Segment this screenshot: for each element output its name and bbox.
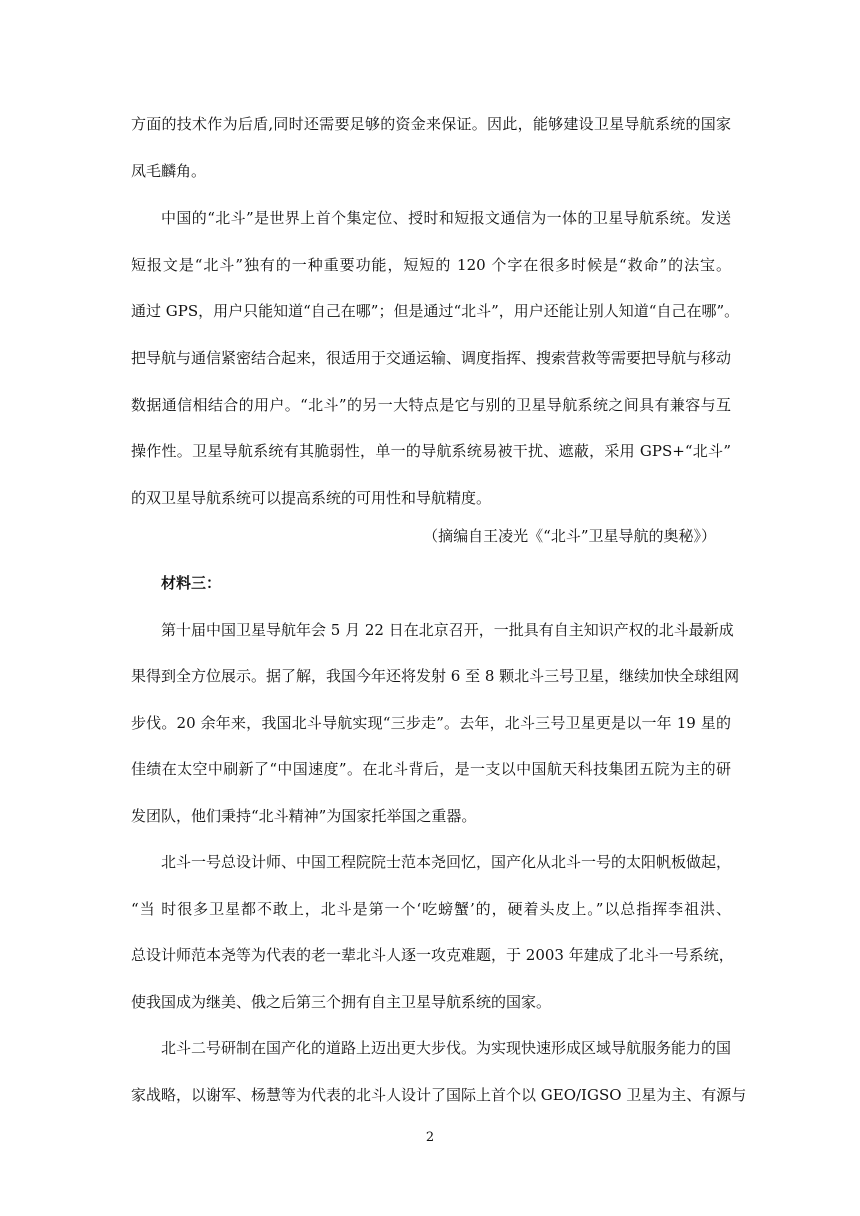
text-line: “当 时很多卫星都不敢上，北斗是第一个‘吃螃蟹’的，硬着头皮上。”以总指挥李祖洪、: [131, 900, 731, 918]
text-line: 的双卫星导航系统可以提高系统的可用性和导航精度。: [131, 489, 492, 507]
text-line: 使我国成为继美、俄之后第三个拥有自主卫星导航系统的国家。: [131, 993, 552, 1011]
text-line: 中国的“北斗”是世界上首个集定位、授时和短报文通信为一体的卫星导航系统。发送: [161, 209, 731, 227]
text-line: 北斗二号研制在国产化的道路上迈出更大步伐。为实现快速形成区域导航服务能力的国: [161, 1039, 732, 1057]
text-line: 把导航与通信紧密结合起来，很适用于交通运输、调度指挥、搜索营救等需要把导航与移动: [131, 349, 732, 367]
text-line: 家战略，以谢军、杨慧等为代表的北斗人设计了国际上首个以 GEO/IGSO 卫星为主、有源与: [131, 1086, 747, 1104]
text-line: 数据通信相结合的用户。“北斗”的另一大特点是它与别的卫星导航系统之间具有兼容与互: [131, 396, 731, 414]
text-line: 操作性。卫星导航系统有其脆弱性，单一的导航系统易被干扰、遮蔽，采用 GPS+“北斗”: [131, 442, 731, 460]
text-line: 方面的技术作为后盾,同时还需要足够的资金来保证。因此，能够建设卫星导航系统的国家: [131, 115, 731, 133]
text-line: 北斗一号总设计师、中国工程院院士范本尧回忆，国产化从北斗一号的太阳帆板做起，: [161, 853, 732, 871]
text-line: 发团队，他们秉持“北斗精神”为国家托举国之重器。: [131, 807, 477, 825]
text-line: 凤毛麟角。: [131, 162, 207, 180]
text-line: 短报文是“北斗”独有的一种重要功能，短短的 120 个字在很多时候是“救命”的法宝。: [131, 256, 731, 274]
text-line: 总设计师范本尧等为代表的老一辈北斗人逐一攻克难题，于 2003 年建成了北斗一号系统，: [131, 946, 734, 964]
text-line: 佳绩在太空中刷新了“中国速度”。在北斗背后，是一支以中国航天科技集团五院为主的研: [131, 760, 731, 778]
text-line: 果得到全方位展示。据了解，我国今年还将发射 6 至 8 颗北斗三号卫星，继续加快全球组网: [131, 667, 740, 685]
page-number: 2: [425, 1130, 435, 1145]
source-citation: （摘编自王凌光《“北斗”卫星导航的奥秘》）: [423, 527, 716, 545]
text-line: 步伐。20 余年来，我国北斗导航实现“三步走”。去年，北斗三号卫星更是以一年 19 星的: [131, 714, 731, 732]
section-heading: 材料三：: [161, 574, 222, 592]
text-line: 第十届中国卫星导航年会 5 月 22 日在北京召开，一批具有自主知识产权的北斗最新成: [161, 621, 734, 639]
text-line: 通过 GPS，用户只能知道“自己在哪”；但是通过“北斗”，用户还能让别人知道“自己在哪”。: [131, 302, 740, 320]
